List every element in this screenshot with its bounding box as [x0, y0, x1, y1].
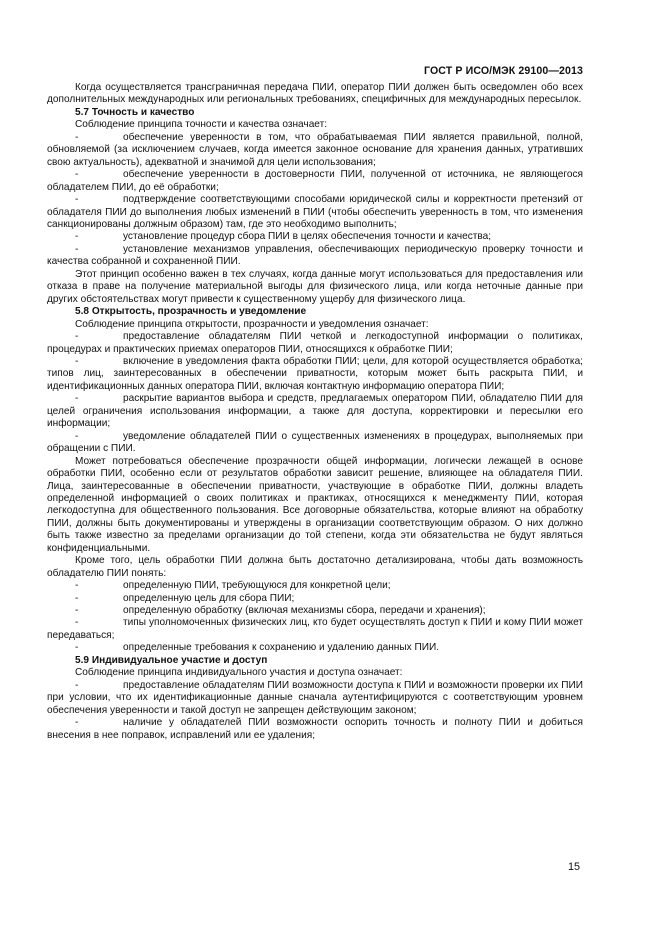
document-body: [47, 82, 583, 742]
list-item: - обеспечение уверенности в том, что обрабатываемая ПИИ является правильной, полной, обновляемой (за исключением случаев, когда имеется законное основание для хранения данных, утративших свою актуальность), адекватной и значимой для цели использования;: [47, 131, 583, 168]
dash-marker: -: [75, 580, 79, 592]
dash-marker: -: [75, 592, 79, 604]
dash-marker: -: [75, 231, 79, 243]
list-item: - определенную обработку (включая механизмы сбора, передачи и хранения);: [75, 605, 486, 617]
dash-marker: -: [75, 679, 79, 691]
paragraph: Когда осуществляется трансграничная передача ПИИ, оператор ПИИ должен быть осведомлен обо всех дополнительных международных или региональных требованиях, специфичных для международных пересылок.: [47, 82, 583, 106]
dash-marker: -: [75, 169, 79, 181]
dash-marker: -: [75, 393, 79, 405]
dash-marker: -: [75, 131, 79, 143]
list-item: - включение в уведомления факта обработки ПИИ; цели, для которой осуществляется обработка; типов лиц, заинтересованных в обеспечении приватности, которым может быть раскрыта ПИИ, и идентификационных данных оператора ПИИ, включая контактную информацию оператора ПИИ;: [47, 355, 583, 392]
paragraph: Этот принцип особенно важен в тех случаях, когда данные могут использоваться для предоставления или отказа в праве на получение материальной выгоды для физического лица, или когда неточные данные при других обстоятельствах могут привести к существенному ущербу для физического лица.: [47, 268, 583, 305]
section-heading: 5.8 Открытость, прозрачность и уведомление: [75, 306, 307, 318]
list-item: - типы уполномоченных физических лиц, кто будет осуществлять доступ к ПИИ и кому ПИИ может передаваться;: [47, 617, 583, 641]
list-item: - установление процедур сбора ПИИ в целях обеспечения точности и качества;: [75, 231, 492, 243]
document-header: ГОСТ Р ИСО/МЭК 29100—2013: [424, 65, 583, 77]
list-item: - определенную ПИИ, требующуюся для конкретной цели;: [75, 580, 391, 592]
section-heading: 5.7 Точность и качество: [75, 106, 195, 118]
list-item: - предоставление обладателям ПИИ четкой и легкодоступной информации о политиках, процедурах и практических приемах операторов ПИИ, относящихся к обработке ПИИ;: [47, 331, 583, 355]
list-item: - уведомление обладателей ПИИ о существенных изменениях в процедурах, выполняемых при обращении с ПИИ.: [47, 430, 583, 455]
list-item: - определенные требования к сохранению и удалению данных ПИИ.: [75, 642, 440, 654]
list-item: - наличие у обладателей ПИИ возможности оспорить точность и полноту ПИИ и добиться внесения в нее поправок, исправлений или ее удаления;: [47, 717, 583, 741]
list-item: - установление механизмов управления, обеспечивающих периодическую проверку точности и качества собранной и сохраненной ПИИ.: [47, 243, 583, 268]
paragraph: Соблюдение принципа индивидуального участия и доступа означает:: [75, 667, 403, 679]
dash-marker: -: [75, 642, 79, 654]
dash-marker: -: [75, 617, 79, 629]
dash-marker: -: [75, 194, 79, 206]
page-number: 15: [567, 861, 580, 873]
paragraph: Может потребоваться обеспечение прозрачности общей информации, логически лежащей в основе обработки ПИИ, особенно если от результатов обработки зависит решение, влияющее на обладателя ПИИ. Лица, заинтересованные в обеспечении приватности, участвующие в обработке ПИИ, должны владеть определенной информацией о своих политиках и практиках, относящихся к менеджменту ПИИ, которая легкодоступна для общественного пользования. Все договорные обязательства, которые влияют на обработку ПИИ, должны быть документированы и утверждены в организации соответствующим образом. О них должно быть также известно за пределами организации до той степени, когда эти обязательства не будут являться конфиденциальными.: [47, 455, 583, 554]
paragraph: Соблюдение принципа открытости, прозрачности и уведомления означает:: [75, 318, 429, 330]
list-item: - предоставление обладателям ПИИ возможности доступа к ПИИ и возможности проверки их ПИИ при условии, что их идентификационные данные сначала аутентифицируются с соответствующим уровнем обеспечения уверенности и такой доступ не запрещен действующим законом;: [47, 679, 583, 716]
list-item: - обеспечение уверенности в достоверности ПИИ, полученной от источника, не являющегося обладателем ПИИ, до её обработки;: [47, 169, 583, 193]
paragraph: Кроме того, цель обработки ПИИ должна быть достаточно детализирована, чтобы дать возможность обладателю ПИИ понять:: [47, 555, 583, 579]
section-heading: 5.9 Индивидуальное участие и доступ: [75, 654, 268, 666]
dash-marker: -: [75, 717, 79, 729]
paragraph: Соблюдение принципа точности и качества означает:: [75, 119, 328, 131]
list-item: - раскрытие вариантов выбора и средств, предлагаемых оператором ПИИ, обладателю ПИИ для целей ограничения использования информации, а также для доступа, корректировки и пересылки его информации;: [47, 393, 583, 430]
list-item: - определенную цель для сбора ПИИ;: [75, 592, 295, 604]
dash-marker: -: [75, 331, 79, 343]
list-item: - подтверждение соответствующими способами юридической силы и корректности претензий от обладателя ПИИ до выполнения любых изменений в ПИИ (чтобы обеспечить уверенность в том, что изменения санкционированы должным образом) там, где это необходимо выполнить;: [47, 194, 583, 230]
dash-marker: -: [75, 355, 79, 367]
dash-marker: -: [75, 430, 79, 442]
dash-marker: -: [75, 605, 79, 617]
dash-marker: -: [75, 243, 79, 255]
